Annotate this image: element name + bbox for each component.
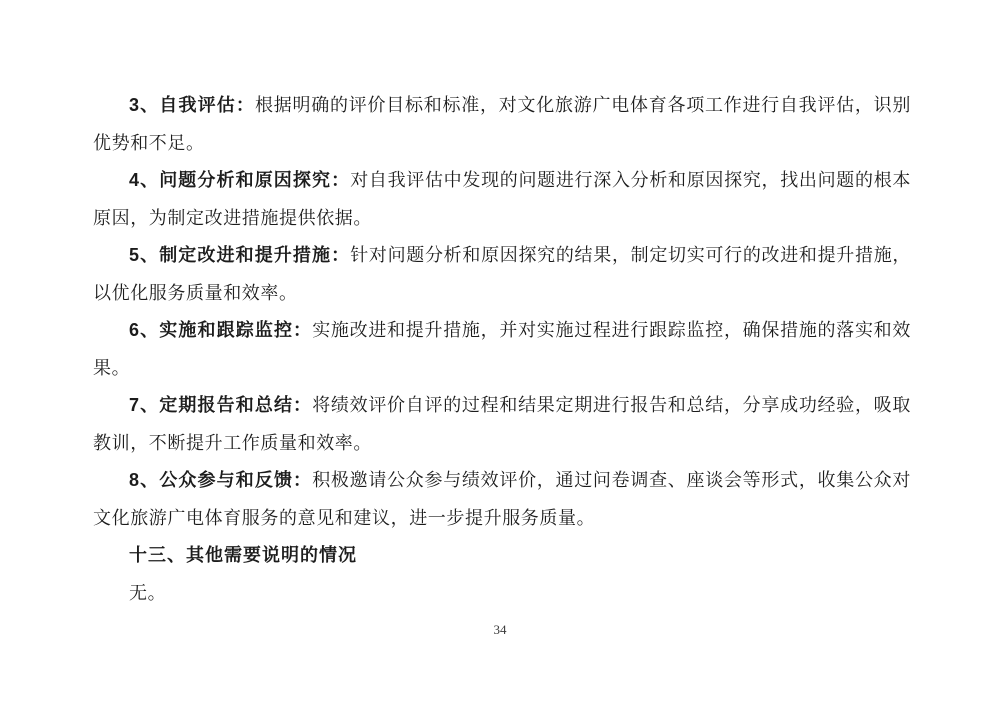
- paragraph-label: 5、制定改进和提升措施：: [129, 245, 351, 265]
- paragraph-self-evaluation: [93, 87, 911, 162]
- paragraph-text: 根据明确的评价目标和标准，对文化旅游广电体育各项工作进行自我评估，识别优势和不足。: [93, 95, 912, 153]
- paragraph-label: 3、自我评估：: [129, 95, 256, 115]
- document-body: [93, 87, 911, 612]
- page-number: 34: [493, 622, 507, 637]
- paragraph-problem-analysis: [93, 162, 911, 237]
- paragraph-improvement-measures: [93, 237, 911, 312]
- paragraph-public-participation: [93, 462, 911, 537]
- paragraph-text: 对自我评估中发现的问题进行深入分析和原因探究，找出问题的根本原因，为制定改进措施提供依据。: [93, 170, 912, 228]
- paragraph-periodic-reporting: [93, 387, 911, 462]
- paragraph-label: 8、公众参与和反馈：: [129, 470, 313, 490]
- paragraph-text: 将绩效评价自评的过程和结果定期进行报告和总结，分享成功经验，吸取教训，不断提升工作质量和效率。: [93, 395, 911, 453]
- section-heading: 十三、其他需要说明的情况: [129, 545, 357, 565]
- paragraph-text: 针对问题分析和原因探究的结果，制定切实可行的改进和提升措施，以优化服务质量和效率。: [93, 245, 912, 303]
- paragraph-label: 4、问题分析和原因探究：: [129, 170, 351, 190]
- paragraph-implementation-monitoring: [93, 312, 911, 387]
- paragraph-label: 7、定期报告和总结：: [129, 395, 313, 415]
- paragraph-text: 实施改进和提升措施，并对实施过程进行跟踪监控，确保措施的落实和效果。: [93, 320, 911, 378]
- closing-text: 无。: [129, 582, 167, 603]
- paragraph-text: 积极邀请公众参与绩效评价，通过问卷调查、座谈会等形式，收集公众对文化旅游广电体育服务的意见和建议，进一步提升服务质量。: [93, 470, 911, 528]
- paragraph-label: 6、实施和跟踪监控：: [129, 320, 313, 340]
